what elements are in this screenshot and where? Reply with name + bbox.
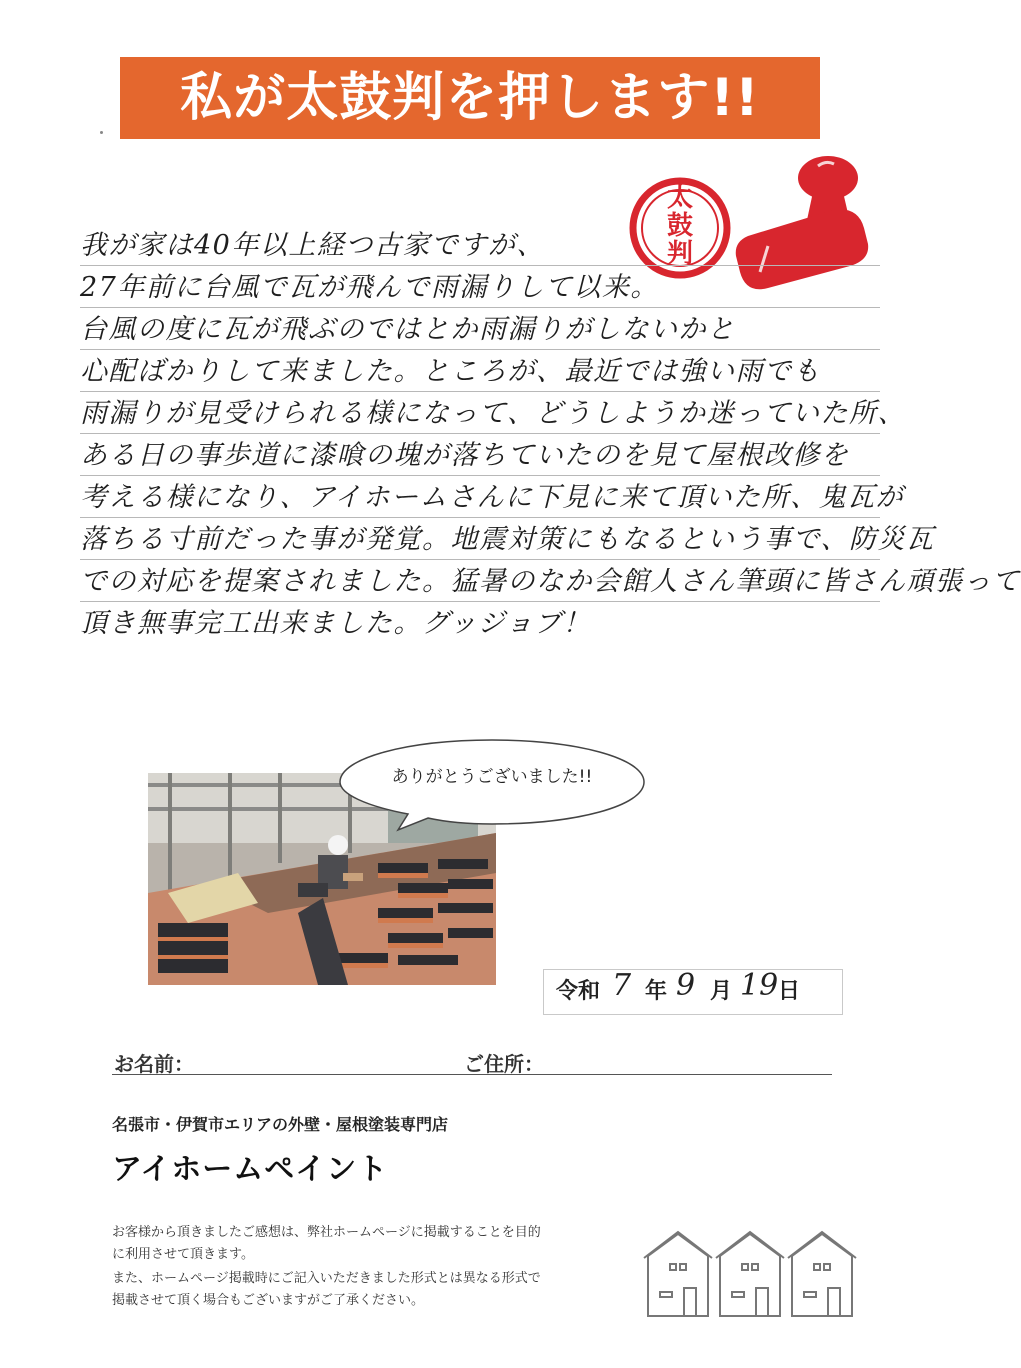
letter-line: 頂き無事完工出来ました。グッジョブ！ <box>80 608 592 639</box>
letter-line: 雨漏りが見受けられる様になって、どうしようか迷っていた所、 <box>80 398 906 429</box>
page-title: 私が太鼓判を押します!! <box>180 68 760 128</box>
letter-line: での対応を提案されました。猛暑のなか会館人さん筆頭に皆さん頑張って <box>80 566 1021 597</box>
date-month: 9 <box>676 968 696 1003</box>
shop-tagline: 名張市・伊賀市エリアの外壁・屋根塗装専門店 <box>112 1115 449 1134</box>
date-year: 7 <box>612 968 632 1003</box>
letter-line: 我が家は40年以上経つ古家ですが、 <box>80 230 545 261</box>
date-month-unit: 月 <box>710 979 733 1004</box>
notice-line: に利用させて頂きます。 <box>112 1247 254 1262</box>
letter-line: 心配ばかりして来ました。ところが、最近では強い雨でも <box>80 356 821 387</box>
notice-line: お客様から頂きましたご感想は、弊社ホームページに掲載することを目的 <box>112 1225 541 1240</box>
shop-name: アイホームペイント <box>112 1152 389 1187</box>
punch-hole <box>100 131 103 134</box>
stamp-char-1: 太 <box>666 183 694 213</box>
stamp-char-2: 鼓 <box>666 211 694 241</box>
stamp-char-3: 判 <box>666 239 694 269</box>
date-day-unit: 日 <box>778 979 801 1004</box>
name-label: お名前： <box>114 1052 194 1076</box>
date-day: 19 <box>740 968 779 1003</box>
address-label: ご住所： <box>464 1052 544 1076</box>
notice-line: 掲載させて頂く場合もございますがご了承ください。 <box>112 1293 425 1308</box>
date-year-unit: 年 <box>645 979 668 1004</box>
speech-text: ありがとうございました!! <box>391 767 593 787</box>
letter-line: 落ちる寸前だった事が発覚。地震対策にもなるという事で、防災瓦 <box>80 524 935 555</box>
letter-line: 考える様になり、アイホームさんに下見に来て頂いた所、鬼瓦が <box>80 482 905 513</box>
letter-line: 27年前に台風で瓦が飛んで雨漏りして以来。 <box>80 272 659 303</box>
form-underline <box>112 1074 832 1075</box>
letter-line: ある日の事歩道に漆喰の塊が落ちていたのを見て屋根改修を <box>80 440 850 471</box>
header-banner <box>120 57 820 139</box>
date-era: 令和 <box>556 979 601 1004</box>
letter-line: 台風の度に瓦が飛ぶのではとか雨漏りがしないかと <box>80 314 736 345</box>
houses-icon <box>640 1226 862 1320</box>
notice-line: また、ホームページ掲載時にご記入いただきました形式とは異なる形式で <box>112 1271 541 1286</box>
